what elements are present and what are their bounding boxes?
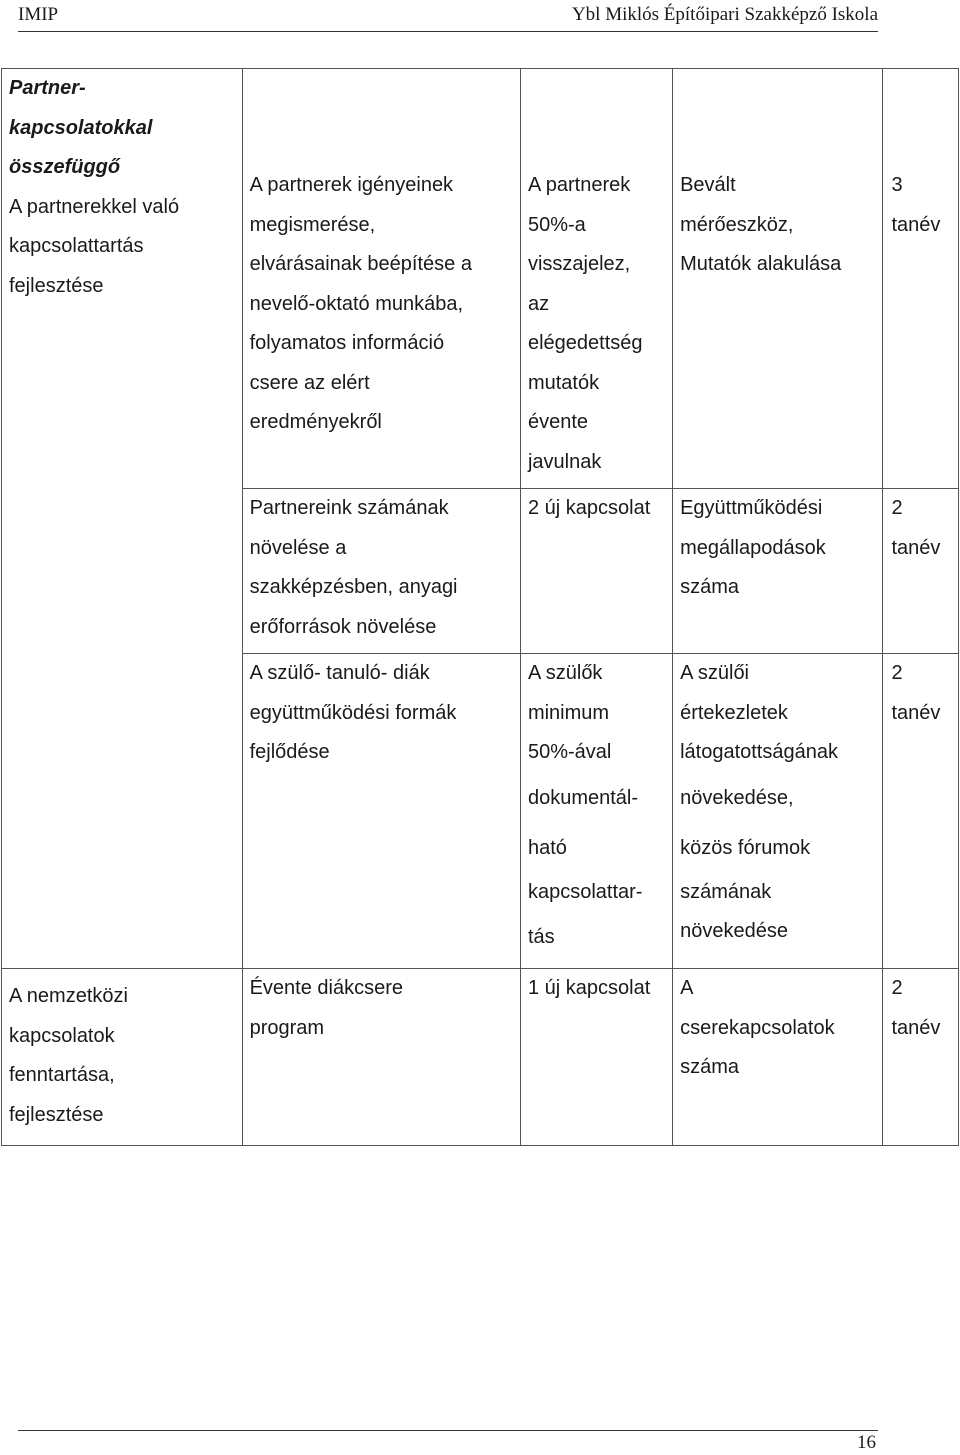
goal-cell: [2, 654, 243, 969]
objective-line: megismerése,: [249, 213, 376, 236]
deadline-line: 2: [891, 497, 903, 519]
indicator-line: száma: [680, 576, 739, 598]
target-line: tás: [527, 926, 555, 948]
indicator-line: Együttműködési: [680, 497, 823, 519]
goal-title-line: kapcsolatokkal: [9, 116, 153, 139]
objective-cell: [242, 69, 520, 489]
indicator-line: növekedése,: [680, 786, 794, 809]
target-line: 1 új kapcsolat: [527, 977, 651, 999]
target-cell: [520, 969, 672, 1146]
header-abbreviation: IMIP: [18, 4, 59, 25]
indicator-line: mérőeszköz,: [680, 213, 794, 236]
page-header: [18, 4, 878, 28]
indicator-line: látogatottságának: [680, 741, 838, 763]
indicator-line: Bevált: [680, 174, 736, 196]
deadline-cell: [883, 69, 959, 489]
goal-line: fejlesztése: [9, 1103, 104, 1126]
header-school-name: Ybl Miklós Építőipari Szakképző Iskola: [571, 4, 878, 25]
objective-line: A szülő- tanuló- diák: [249, 662, 430, 684]
target-line: A szülők: [527, 662, 603, 684]
objective-line: Évente diákcsere: [249, 977, 404, 999]
deadline-line: tanév: [891, 1016, 941, 1039]
deadline-line: tanév: [891, 213, 941, 236]
target-cell: [520, 489, 672, 654]
objective-line: nevelő-oktató munkába,: [249, 292, 464, 315]
target-line: 50%-a: [527, 213, 586, 236]
goal-line: A partnerekkel való: [9, 195, 180, 218]
target-line: minimum: [527, 701, 610, 724]
target-line: évente: [527, 411, 589, 433]
objective-line: növelése a: [249, 536, 347, 559]
target-line: A partnerek: [527, 174, 631, 196]
footer-divider: [18, 1430, 878, 1431]
goal-cell: [2, 489, 243, 654]
deadline-cell: [883, 969, 959, 1146]
objective-line: csere az elért: [249, 371, 370, 394]
objective-cell: [242, 654, 520, 969]
goal-title-line: összefüggő: [9, 156, 121, 178]
deadline-line: 3: [891, 174, 903, 196]
target-line: ható: [527, 836, 567, 859]
indicator-cell: [673, 489, 883, 654]
target-line: 2 új kapcsolat: [527, 497, 651, 519]
goal-line: A nemzetközi: [9, 985, 128, 1007]
goal-line: fenntartása,: [9, 1064, 115, 1086]
objective-line: Partnereink számának: [249, 497, 449, 519]
target-line: dokumentál-: [527, 786, 639, 809]
goal-cell: [2, 69, 243, 489]
deadline-line: 2: [891, 977, 903, 999]
indicator-cell: [673, 969, 883, 1146]
table-row: [2, 969, 959, 1146]
target-cell: [520, 69, 672, 489]
objective-line: együttműködési formák: [249, 701, 457, 724]
objective-cell: [242, 489, 520, 654]
deadline-cell: [883, 654, 959, 969]
indicator-line: közös fórumok: [680, 836, 811, 859]
indicator-line: A: [680, 977, 694, 999]
target-cell: [520, 654, 672, 969]
target-line: mutatók: [527, 371, 600, 394]
indicator-line: Mutatók alakulása: [680, 253, 842, 275]
objective-line: fejlődése: [249, 741, 330, 763]
table-row: [2, 654, 959, 969]
goal-cell: [2, 969, 243, 1146]
objective-line: program: [249, 1016, 325, 1039]
deadline-cell: [883, 489, 959, 654]
objective-line: elvárásainak beépítése a: [249, 253, 472, 275]
indicator-line: cserekapcsolatok: [680, 1016, 835, 1039]
objective-cell: [242, 969, 520, 1146]
objective-line: szakképzésben, anyagi: [249, 576, 458, 598]
target-line: elégedettség: [527, 332, 643, 354]
page-number: 16: [857, 1432, 876, 1453]
objective-line: erőforrások növelése: [249, 615, 437, 638]
header-divider: [18, 31, 878, 32]
indicator-line: A szülői: [680, 662, 750, 684]
indicator-line: megállapodások: [680, 536, 826, 559]
target-line: javulnak: [527, 450, 602, 473]
target-line: visszajelez,: [527, 253, 631, 275]
goal-title-line: Partner-: [9, 77, 86, 99]
deadline-line: tanév: [891, 701, 941, 724]
indicator-line: növekedése: [680, 920, 788, 942]
objective-line: A partnerek igényeinek: [249, 174, 454, 196]
goal-line: fejlesztése: [9, 274, 104, 297]
target-line: 50%-ával: [527, 741, 612, 763]
table-row: [2, 489, 959, 654]
goals-table: [1, 68, 959, 1146]
objective-line: folyamatos információ: [249, 332, 445, 354]
table-row: [2, 69, 959, 489]
objective-line: eredményekről: [249, 411, 382, 433]
indicator-cell: [673, 654, 883, 969]
deadline-line: tanév: [891, 536, 941, 559]
goal-line: kapcsolattartás: [9, 235, 144, 257]
indicator-cell: [673, 69, 883, 489]
target-line: kapcsolattar-: [527, 880, 643, 903]
target-line: az: [527, 292, 550, 315]
goal-line: kapcsolatok: [9, 1024, 115, 1047]
indicator-line: számának: [680, 880, 772, 903]
indicator-line: száma: [680, 1056, 739, 1078]
deadline-line: 2: [891, 662, 903, 684]
indicator-line: értekezletek: [680, 701, 788, 724]
